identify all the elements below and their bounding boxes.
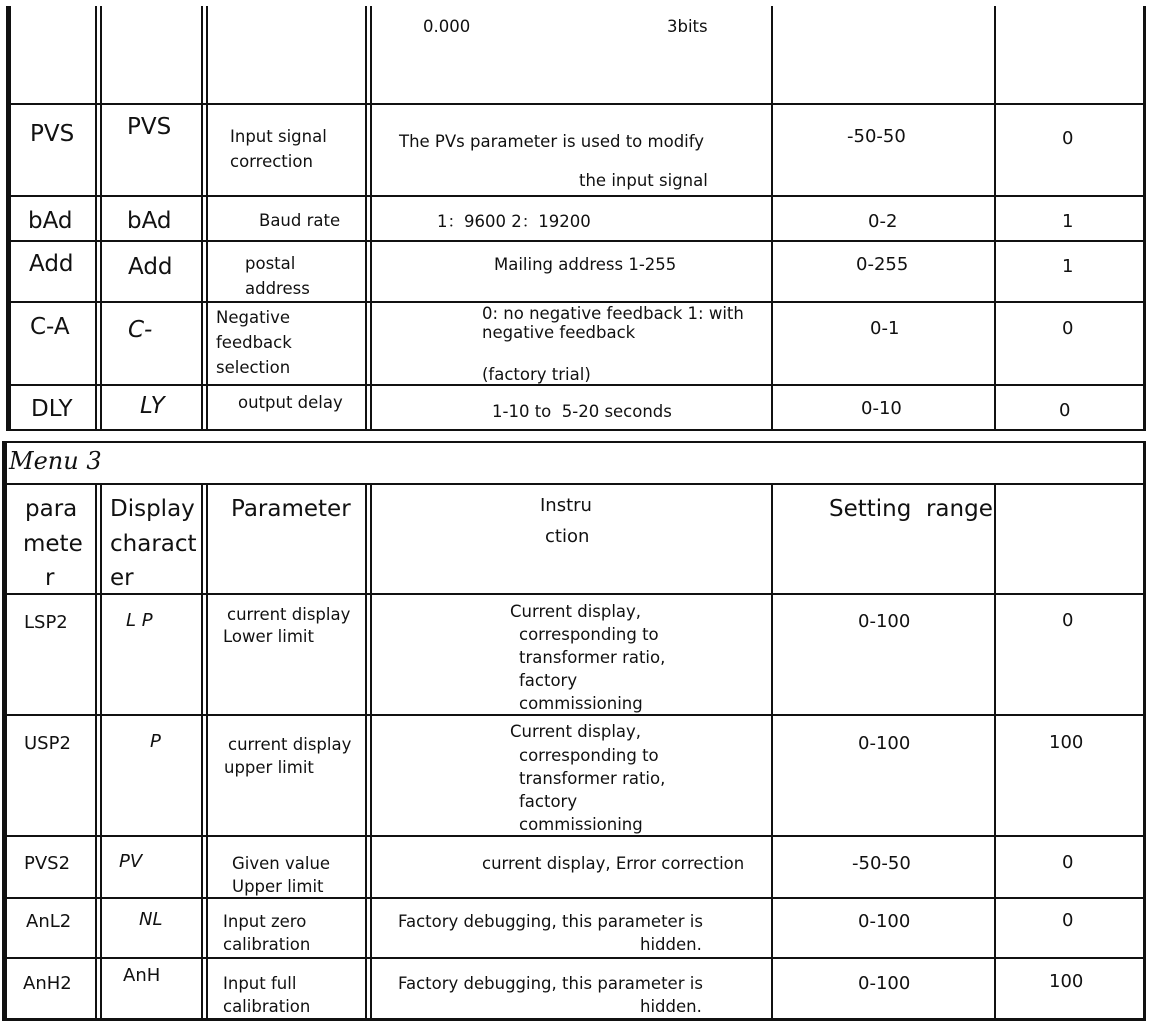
default-cell: 100 — [1049, 732, 1084, 753]
v-line — [100, 483, 102, 1019]
instruction-cell: 1-10 to 5-20 seconds — [492, 402, 672, 421]
display-cell: bAd — [127, 208, 172, 234]
range-cell: 0-100 — [858, 911, 911, 932]
v-line — [206, 483, 208, 1019]
instruction-cell: factory — [519, 671, 578, 690]
v-line — [6, 6, 11, 430]
range-cell: 0-100 — [858, 733, 911, 754]
parameter-cell: calibration — [223, 935, 311, 954]
h-line — [2, 1018, 1146, 1021]
header-parameter: Parameter — [231, 496, 351, 522]
default-cell: 0 — [1062, 610, 1074, 631]
v-line — [201, 483, 203, 1019]
v-line — [1143, 6, 1146, 430]
v-line — [95, 6, 97, 430]
param-cell: bAd — [28, 208, 73, 234]
instruction-cell: 0: no negative feedback 1: with — [482, 304, 744, 323]
v-line — [365, 483, 367, 1019]
header-param: para — [25, 496, 78, 522]
v-line — [994, 483, 996, 1019]
v-line — [771, 483, 773, 1019]
param-cell: AnH2 — [23, 973, 72, 994]
parameter-cell: output delay — [238, 393, 343, 412]
range-cell: 0-100 — [858, 611, 911, 632]
param-cell: USP2 — [24, 733, 71, 754]
parameter-cell: current display — [228, 735, 352, 754]
h-line — [2, 714, 1146, 716]
v-line — [95, 483, 97, 1019]
range-cell: -50-50 — [852, 853, 911, 874]
default-cell: 0 — [1059, 400, 1071, 421]
parameter-cell: Lower limit — [223, 627, 314, 646]
header-param: r — [45, 565, 55, 591]
display-cell: LY — [140, 393, 165, 419]
h-line — [6, 103, 1146, 105]
instruction-cell: corresponding to — [519, 746, 659, 765]
h-line — [2, 593, 1146, 595]
instruction-cell: corresponding to — [519, 625, 659, 644]
menu-title: Menu 3 — [9, 447, 102, 475]
v-line — [365, 6, 367, 430]
range-cell: 0-255 — [856, 254, 909, 275]
param-cell: PVS — [30, 121, 75, 147]
parameter-cell: Input signal — [230, 127, 327, 146]
display-cell: NL — [139, 909, 163, 930]
header-display: er — [110, 565, 134, 591]
top-row-value: 0.000 — [423, 17, 471, 36]
range-cell: -50-50 — [847, 126, 906, 147]
param-cell: PVS2 — [24, 853, 71, 874]
instruction-cell: factory — [519, 792, 578, 811]
h-line — [6, 301, 1146, 303]
default-cell: 1 — [1062, 211, 1074, 232]
parameter-cell: Negative — [216, 308, 291, 327]
display-cell: L P — [126, 610, 153, 631]
instruction-cell: Current display, — [510, 602, 642, 621]
parameter-cell: Input zero — [223, 912, 307, 931]
v-line — [201, 6, 203, 430]
param-cell: DLY — [31, 396, 73, 422]
display-cell: AnH — [123, 965, 161, 986]
default-cell: 0 — [1062, 128, 1074, 149]
instruction-cell: Factory debugging, this parameter is — [398, 912, 703, 931]
parameter-cell: current display — [227, 605, 351, 624]
default-cell: 100 — [1049, 971, 1084, 992]
header-display: charact — [110, 531, 197, 557]
v-line — [994, 6, 996, 430]
display-cell: PVS — [127, 114, 172, 140]
param-cell: AnL2 — [26, 911, 72, 932]
instruction-cell: transformer ratio, — [519, 648, 666, 667]
parameter-cell: postal — [245, 254, 296, 273]
default-cell: 0 — [1062, 852, 1074, 873]
v-line — [100, 6, 102, 430]
parameter-cell: selection — [216, 358, 291, 377]
h-line — [2, 483, 1146, 485]
h-line — [2, 957, 1146, 959]
parameter-cell: Given value — [232, 854, 331, 873]
h-line — [6, 240, 1146, 242]
instruction-cell: hidden. — [640, 935, 702, 954]
instruction-cell: (factory trial) — [482, 365, 591, 384]
instruction-cell: hidden. — [640, 997, 702, 1016]
range-cell: 0-100 — [858, 973, 911, 994]
range-cell: 0-2 — [868, 211, 898, 232]
h-line — [6, 429, 1146, 431]
default-cell: 0 — [1062, 318, 1074, 339]
parameter-cell: address — [245, 279, 310, 298]
param-cell: C-A — [30, 314, 70, 340]
instruction-cell: Factory debugging, this parameter is — [398, 974, 703, 993]
instruction-cell: commissioning — [519, 815, 643, 834]
parameter-cell: Baud rate — [259, 211, 341, 230]
header-param: mete — [23, 531, 83, 557]
param-cell: Add — [29, 251, 74, 277]
instruction-cell: current display, Error correction — [482, 854, 745, 873]
instruction-cell: negative feedback — [482, 323, 636, 342]
range-cell: 0-1 — [870, 318, 900, 339]
v-line — [2, 441, 7, 1021]
header-display: Display — [110, 496, 195, 522]
parameter-cell: correction — [230, 152, 313, 171]
h-line — [2, 835, 1146, 837]
v-line — [206, 6, 208, 430]
display-cell: P — [150, 731, 161, 752]
header-instruction: Instru — [540, 495, 592, 516]
display-cell: Add — [128, 254, 173, 280]
header-range: Setting range — [829, 496, 993, 522]
h-line — [2, 441, 1146, 443]
top-row-bits: 3bits — [667, 17, 708, 36]
instruction-cell: The PVs parameter is used to modify — [399, 132, 705, 151]
h-line — [2, 897, 1146, 899]
instruction-cell: Current display, — [510, 722, 642, 741]
instruction-cell: transformer ratio, — [519, 769, 666, 788]
v-line — [370, 6, 372, 430]
default-cell: 0 — [1062, 910, 1074, 931]
header-instruction: ction — [545, 526, 590, 547]
display-cell: PV — [119, 851, 143, 872]
parameter-cell: feedback — [216, 333, 292, 352]
param-cell: LSP2 — [24, 612, 68, 633]
instruction-cell: commissioning — [519, 694, 643, 713]
v-line — [1143, 441, 1146, 1021]
display-cell: C- — [128, 317, 153, 343]
instruction-cell: 1：9600 2：19200 — [437, 212, 591, 231]
v-line — [771, 6, 773, 430]
default-cell: 1 — [1062, 256, 1074, 277]
range-cell: 0-10 — [861, 398, 902, 419]
v-line — [370, 483, 372, 1019]
parameter-cell: Input full — [223, 974, 297, 993]
h-line — [6, 195, 1146, 197]
parameter-cell: calibration — [223, 997, 311, 1016]
instruction-cell: Mailing address 1-255 — [494, 255, 677, 274]
instruction-cell: the input signal — [579, 171, 708, 190]
parameter-cell: upper limit — [224, 758, 314, 777]
parameter-cell: Upper limit — [232, 877, 324, 896]
